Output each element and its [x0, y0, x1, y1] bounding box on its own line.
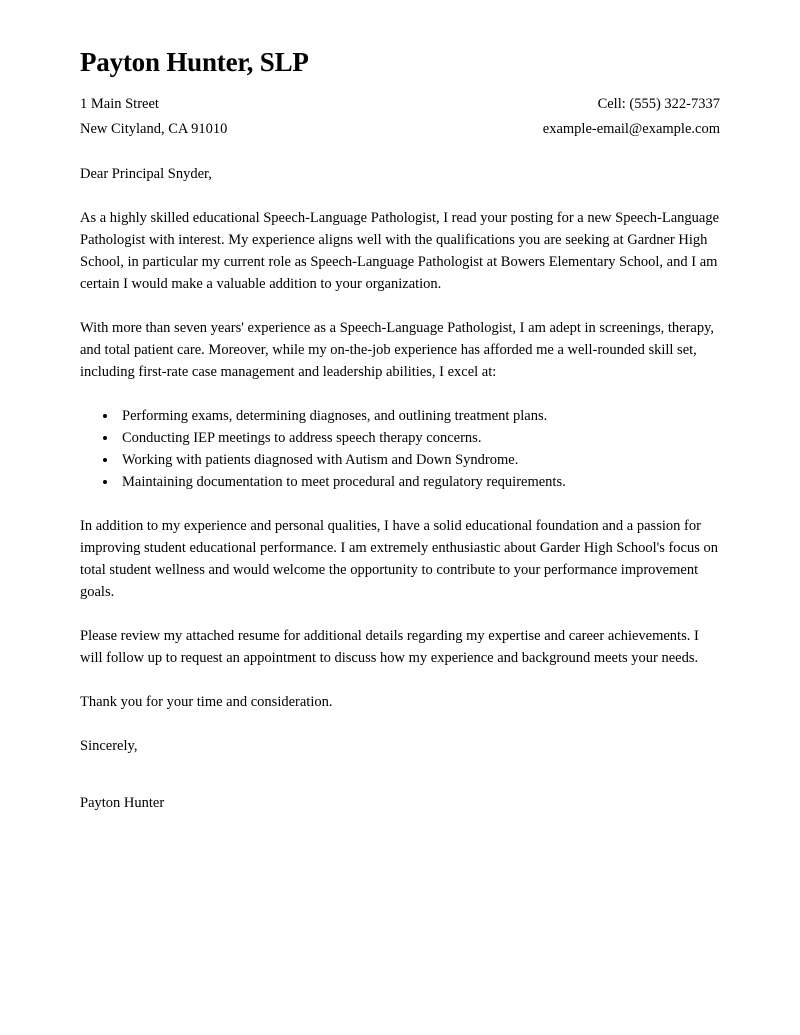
body-paragraph-1: As a highly skilled educational Speech-Language Pathologist, I read your posting for a new Speech-Language Pathologist with interest. My experience aligns well with the qualifications you are seeking at Gardner High School, in particular my current role as Speech-Language Pathologist at Bowers Elementary School, and I am certain I would make a valuable addition to your organization. [80, 210, 720, 293]
phone-number: Cell: (555) 322-7337 [597, 95, 720, 112]
body-paragraph-2: With more than seven years' experience as a Speech-Language Pathologist, I am adept in screenings, therapy, and total patient care. Moreover, while my on-the-job experience has afforded me a well-rounded skill set, including first-rate case management and leadership abilities, I excel at: [80, 320, 715, 381]
signoff: Sincerely, [80, 738, 138, 755]
email-address: example-email@example.com [542, 121, 720, 138]
letterhead-name: Payton Hunter, SLP [80, 47, 309, 77]
list-item: Working with patients diagnosed with Autism and Down Syndrome. [80, 449, 720, 471]
signature-name: Payton Hunter [80, 795, 165, 812]
contact-block [80, 94, 720, 142]
letter-content [80, 48, 720, 814]
body-paragraph-3: In addition to my experience and personal qualities, I have a solid educational foundation and a passion for improving student educational performance. I am extremely enthusiastic about Garder High School's focus on total student wellness and would welcome the opportunity to contribute to your performance improvement goals. [80, 518, 719, 601]
contact-row [80, 94, 720, 116]
list-item: Performing exams, determining diagnoses, and outlining treatment plans. [80, 405, 720, 427]
thank-you-line: Thank you for your time and consideration. [80, 694, 333, 711]
list-item: Maintaining documentation to meet procedural and regulatory requirements. [80, 471, 720, 493]
signature-space [80, 757, 720, 792]
address-line-1: 1 Main Street [80, 95, 159, 112]
contact-row [80, 119, 720, 141]
list-item: Conducting IEP meetings to address speech therapy concerns. [80, 427, 720, 449]
address-line-2: New Cityland, CA 91010 [80, 121, 228, 138]
body-paragraph-4: Please review my attached resume for additional details regarding my expertise and career achievements. I will follow up to request an appointment to discuss how my experience and background meets your needs. [80, 628, 699, 667]
qualifications-list [80, 405, 720, 493]
salutation: Dear Principal Snyder, [80, 166, 212, 183]
